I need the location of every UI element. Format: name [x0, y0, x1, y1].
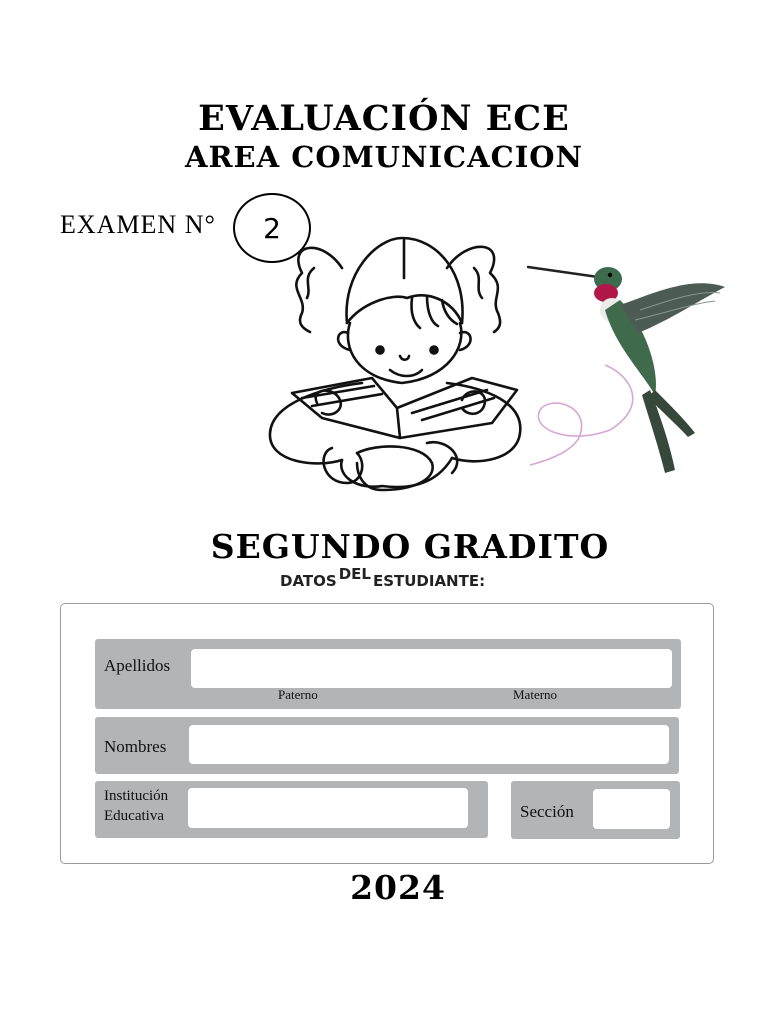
- paterno-label: Paterno: [278, 687, 318, 702]
- year: 2024: [350, 868, 446, 907]
- exam-title: EVALUACIÓN ECE: [198, 98, 570, 139]
- institucion-label-line2: Educativa: [104, 808, 164, 824]
- student-data-heading: [280, 565, 486, 590]
- seccion-input[interactable]: [593, 789, 670, 829]
- apellidos-label: Apellidos: [104, 656, 171, 675]
- exam-number-label: EXAMEN N°: [60, 210, 216, 239]
- nombres-label: Nombres: [104, 737, 167, 756]
- institucion-input[interactable]: [188, 788, 468, 828]
- seccion-label: Sección: [520, 802, 574, 821]
- hummingbird-illustration: [520, 255, 730, 480]
- girl-reading-illustration: [262, 228, 527, 498]
- apellidos-input[interactable]: [191, 649, 672, 688]
- institucion-label-line1: Institución: [104, 788, 169, 804]
- heading-estudiante: ESTUDIANTE:: [372, 572, 486, 590]
- institucion-label: [104, 786, 168, 826]
- grade-title: SEGUNDO GRADITO: [210, 527, 610, 566]
- materno-label: Materno: [513, 687, 558, 702]
- heading-del: DEL: [338, 565, 371, 583]
- exam-subtitle: AREA COMUNICACION: [184, 140, 584, 174]
- exam-number-value: 2: [263, 211, 281, 245]
- heading-datos: DATOS: [280, 572, 337, 590]
- nombres-input[interactable]: [189, 725, 669, 764]
